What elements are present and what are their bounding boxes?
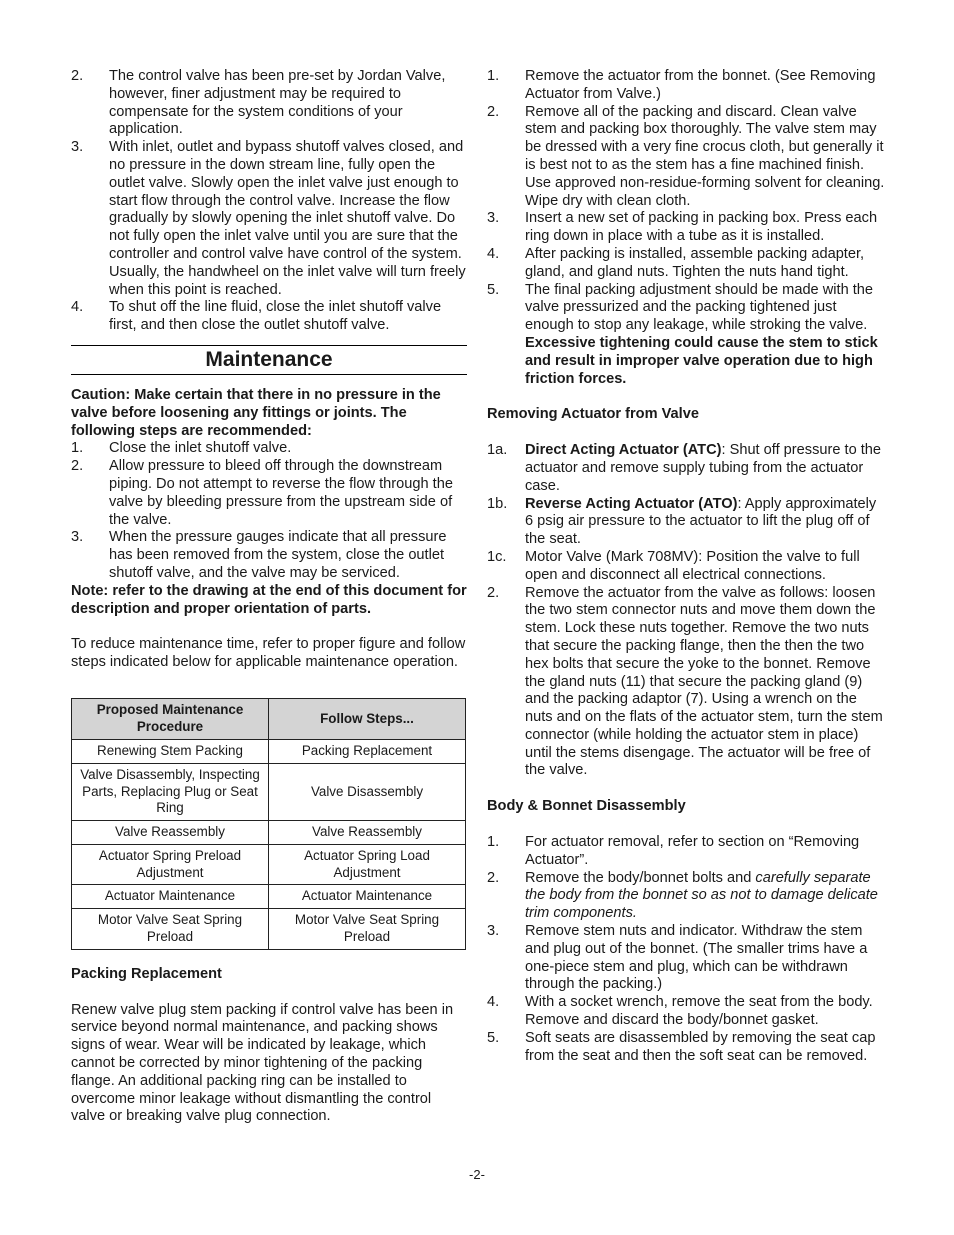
list-item xyxy=(71,529,467,582)
section-heading-maintenance: Maintenance xyxy=(205,347,333,371)
right-column xyxy=(487,68,887,1065)
table-cell: Actuator Spring Load Adjustment xyxy=(269,844,466,885)
subheading-body-bonnet: Body & Bonnet Disassembly xyxy=(487,798,686,815)
list-text: With a socket wrench, remove the seat from the body. Remove and discard the body/bonnet gasket. xyxy=(525,994,873,1029)
list-number: 4. xyxy=(487,245,500,262)
table-row xyxy=(72,763,466,820)
list-number: 5. xyxy=(487,1029,500,1046)
table-row xyxy=(72,885,466,909)
list-text: With inlet, outlet and bypass shutoff valves closed, and no pressure in the down stream line, fully open the outlet valve. Slowly open the inlet valve just enough to start flow through the control valve. Increase the flow gradually by slowly opening the inlet shutoff valve. Do not fully open the inlet valve until you are sure that the controller and control valve have control of the system. Usually, the handwheel on the inlet valve will turn freely when this point is reached. xyxy=(109,139,466,298)
list-item xyxy=(71,68,467,139)
note-text: Note: refer to the drawing at the end of this document for description and proper orientation of parts. xyxy=(71,582,467,617)
body-bonnet-list xyxy=(487,834,887,1065)
warning-text: Excessive tightening could cause the stem to stick and result in improper valve operation due to high friction forces. xyxy=(525,334,878,387)
subheading-removing-actuator: Removing Actuator from Valve xyxy=(487,406,699,423)
table-row xyxy=(72,844,466,885)
list-text: Close the inlet shutoff valve. xyxy=(109,440,292,457)
caution-list xyxy=(71,440,467,582)
packing-replacement-text: Renew valve plug stem packing if control valve has been in service beyond normal maintenance, and packing shows signs of wear. Wear will be indicated by leakage, which cannot be corrected by minor tightening of the packing flange. An additional packing ring can be installed to overcome minor leakage without dismantling the control valve or breaking valve plug connection. xyxy=(71,1001,454,1125)
list-text: When the pressure gauges indicate that all pressure has been removed from the system, close the outlet shutoff valve, and the valve may be serviced. xyxy=(109,529,447,581)
reduce-maintenance-text: To reduce maintenance time, refer to proper figure and follow steps indicated below for applicable maintenance operation. xyxy=(71,636,466,671)
list-text xyxy=(525,282,887,389)
table-cell: Valve Disassembly, Inspecting Parts, Replacing Plug or Seat Ring xyxy=(72,763,269,820)
list-number: 1c. xyxy=(487,548,507,565)
list-item xyxy=(71,440,467,458)
list-text xyxy=(525,496,887,549)
list-number: 3. xyxy=(487,923,500,940)
list-number: 2. xyxy=(71,458,84,475)
list-text-regular: The final packing adjustment should be made with the valve pressurized and the packing tightened just enough to stop any leakage, while stroking the valve. xyxy=(525,281,874,334)
list-item xyxy=(487,870,887,923)
list-number: 4. xyxy=(487,994,500,1011)
list-item xyxy=(487,68,887,104)
list-text: Motor Valve (Mark 708MV): Position the valve to full open and disconnect all electrical connections. xyxy=(525,548,860,583)
list-text: After packing is installed, assemble packing adapter, gland, and gland nuts. Tighten the nuts hand tight. xyxy=(525,245,865,280)
list-number: 2. xyxy=(487,869,500,886)
table-cell: Renewing Stem Packing xyxy=(72,739,269,763)
list-text xyxy=(525,442,887,495)
list-item xyxy=(487,994,887,1030)
table-cell: Actuator Maintenance xyxy=(72,885,269,909)
list-text-regular: Remove the body/bonnet bolts and xyxy=(525,869,756,886)
table-cell: Valve Reassembly xyxy=(269,821,466,845)
page-number: -2- xyxy=(469,1167,485,1182)
list-item xyxy=(487,496,887,549)
list-item xyxy=(487,442,887,495)
table-row xyxy=(72,909,466,950)
list-text xyxy=(525,870,887,923)
list-text: To shut off the line fluid, close the inlet shutoff valve first, and then close the outlet shutoff valve. xyxy=(109,299,442,334)
list-item xyxy=(71,139,467,299)
list-text: The control valve has been pre-set by Jordan Valve, however, finer adjustment may be required to compensate for the system conditions of your application. xyxy=(109,68,446,138)
list-item xyxy=(487,585,887,781)
list-number: 1a. xyxy=(487,442,508,459)
list-number: 3. xyxy=(487,210,500,227)
list-number: 2. xyxy=(71,68,84,84)
list-item xyxy=(487,834,887,870)
list-number: 2. xyxy=(487,103,500,120)
list-item xyxy=(487,246,887,282)
column-header: Follow Steps... xyxy=(269,698,466,739)
list-number: 1b. xyxy=(487,495,508,512)
list-number: 3. xyxy=(71,529,84,546)
list-number: 2. xyxy=(487,584,500,601)
list-number: 1. xyxy=(487,834,500,851)
table-cell: Valve Reassembly xyxy=(72,821,269,845)
caution-text: Caution: Make certain that there in no pressure in the valve before loosening any fittings or joints. The following steps are recommended: xyxy=(71,386,441,439)
removing-actuator-list xyxy=(487,442,887,780)
list-item xyxy=(487,549,887,585)
ato-text: : Apply approximately 6 psig air pressure to the actuator to lift the plug off of the seat. xyxy=(525,495,877,548)
packing-steps-list xyxy=(487,68,887,388)
column-header: Proposed Maintenance Procedure xyxy=(72,698,269,739)
table-row xyxy=(72,821,466,845)
list-number: 4. xyxy=(71,299,84,316)
ato-label: Reverse Acting Actuator (ATO) xyxy=(525,495,738,512)
intro-list xyxy=(71,68,467,335)
atc-text: : Shut off pressure to the actuator and remove supply tubing from the actuator case. xyxy=(525,442,882,494)
list-item xyxy=(71,299,467,335)
list-item xyxy=(487,282,887,389)
list-item xyxy=(487,1030,887,1066)
italic-caution: carefully separate the body from the bonnet so as not to damage delicate trim components. xyxy=(525,869,878,922)
list-text: Remove stem nuts and indicator. Withdraw the stem and plug out of the bonnet. (The smaller trims have a one-piece stem and plug, which can be withdrawn through the packing.) xyxy=(525,923,868,993)
table-cell: Motor Valve Seat Spring Preload xyxy=(269,909,466,950)
list-text: Soft seats are disassembled by removing the seat cap from the seat and then the soft seat can be removed. xyxy=(525,1029,876,1064)
list-item xyxy=(71,458,467,529)
list-item xyxy=(487,210,887,246)
table-cell: Valve Disassembly xyxy=(269,763,466,820)
left-column xyxy=(71,68,467,1126)
list-text: Insert a new set of packing in packing box. Press each ring down in place with a tube as it is installed. xyxy=(525,210,878,245)
list-text: Remove all of the packing and discard. Clean valve stem and packing box thoroughly. The valve stem may be dressed with a very fine crocus cloth, but generally it is best not to as the stem has a fine machined finish. Use approved non-residue-forming solvent for cleaning. Wipe dry with clean cloth. xyxy=(525,103,885,209)
list-number: 1. xyxy=(71,440,84,457)
list-text: Remove the actuator from the bonnet. (See Removing Actuator from Valve.) xyxy=(525,68,876,102)
list-number: 1. xyxy=(487,68,500,84)
table-cell: Motor Valve Seat Spring Preload xyxy=(72,909,269,950)
list-item xyxy=(487,104,887,211)
maintenance-table xyxy=(71,698,466,950)
table-cell: Packing Replacement xyxy=(269,739,466,763)
list-text: Remove the actuator from the valve as follows: loosen the two stem connector nuts and move them down the stem. Lock these nuts together. Remove the two nuts that secure the packing flange, then the then the two hex bolts that secure the yoke to the bonnet. Remove the gland nuts (11) that secure the packing gland (9) and the packing adaptor (7). Using a wrench on the nuts and on the flats of the actuator stem, turn the stem connector (while holding the actuator stem in place) until the stems disengage. The actuator will be free of the valve. xyxy=(525,584,883,779)
list-number: 5. xyxy=(487,281,500,298)
table-cell: Actuator Maintenance xyxy=(269,885,466,909)
table-header-row xyxy=(72,698,466,739)
table-cell: Actuator Spring Preload Adjustment xyxy=(72,844,269,885)
list-number: 3. xyxy=(71,139,84,156)
list-text: For actuator removal, refer to section on “Removing Actuator”. xyxy=(525,834,860,868)
subheading-packing-replacement: Packing Replacement xyxy=(71,965,222,982)
list-item xyxy=(487,923,887,994)
list-text: Allow pressure to bleed off through the downstream piping. Do not attempt to reverse the flow through the valve by bleeding pressure from the upstream side of the valve. xyxy=(109,458,453,528)
atc-label: Direct Acting Actuator (ATC) xyxy=(525,442,722,459)
table-row xyxy=(72,739,466,763)
